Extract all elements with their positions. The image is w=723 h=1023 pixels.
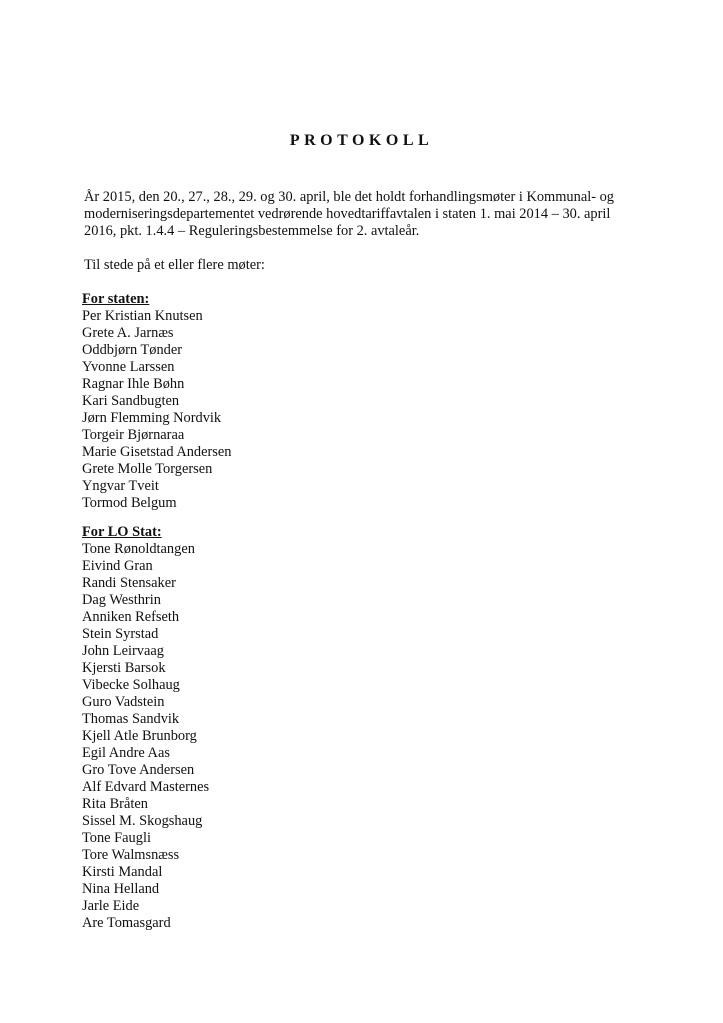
participant-name: Yngvar Tveit [82,478,159,494]
participant-name: Anniken Refseth [82,609,180,625]
participant-name: Sissel M. Skogshaug [82,813,203,829]
participant-name: Randi Stensaker [82,575,176,591]
participant-name: Guro Vadstein [82,694,165,710]
participant-name: Oddbjørn Tønder [82,342,183,358]
participant-name: Alf Edvard Masternes [82,779,210,795]
participant-name: Dag Westhrin [82,592,161,608]
participant-name: Grete A. Jarnæs [82,325,174,341]
participant-name: Vibecke Solhaug [82,677,180,693]
participant-name: Jarle Eide [82,898,140,914]
participant-name: Kjell Atle Brunborg [82,728,197,744]
intro-paragraph [84,189,654,240]
document-title: PROTOKOLL [289,132,434,149]
participant-name: Yvonne Larssen [82,359,175,375]
participant-name: Torgeir Bjørnaraa [82,427,185,443]
lo-stat-delegation-heading: For LO Stat: [82,524,162,540]
intro-line: 2016, pkt. 1.4.4 – Reguleringsbestemmelse for 2. avtaleår. [84,223,420,239]
participant-name: Stein Syrstad [82,626,159,642]
participant-name: Egil Andre Aas [82,745,170,761]
participant-name: Nina Helland [82,881,160,897]
participant-name: Tormod Belgum [82,495,177,511]
participant-name: Tone Faugli [82,830,151,846]
participant-name: Gro Tove Andersen [82,762,195,778]
participant-name: Thomas Sandvik [82,711,180,727]
participant-name: Kirsti Mandal [82,864,163,880]
participant-name: Per Kristian Knutsen [82,308,203,324]
participant-name: Eivind Gran [82,558,153,574]
lo-stat-delegation-list [82,541,209,932]
attendance-statement: Til stede på et eller flere møter: [84,257,265,273]
participant-name: Kari Sandbugten [82,393,180,409]
participant-name: Grete Molle Torgersen [82,461,213,477]
state-delegation-list [82,308,231,512]
participant-name: Tore Walmsnæss [82,847,180,863]
participant-name: Marie Gisetstad Andersen [82,444,232,460]
participant-name: Rita Bråten [82,796,148,812]
participant-name: Are Tomasgard [82,915,171,931]
state-delegation-section [82,291,231,512]
participant-name: Tone Rønoldtangen [82,541,195,557]
intro-line: moderniseringsdepartementet vedrørende hovedtariffavtalen i staten 1. mai 2014 – 30. april [84,206,611,222]
participant-name: Kjersti Barsok [82,660,166,676]
participant-name: John Leirvaag [82,643,164,659]
state-delegation-heading: For staten: [82,291,150,307]
participant-name: Jørn Flemming Nordvik [82,410,222,426]
intro-line: År 2015, den 20., 27., 28., 29. og 30. april, ble det holdt forhandlingsmøter i Kommunal- og [84,189,614,205]
participant-name: Ragnar Ihle Bøhn [82,376,185,392]
lo-stat-delegation-section [82,524,209,932]
